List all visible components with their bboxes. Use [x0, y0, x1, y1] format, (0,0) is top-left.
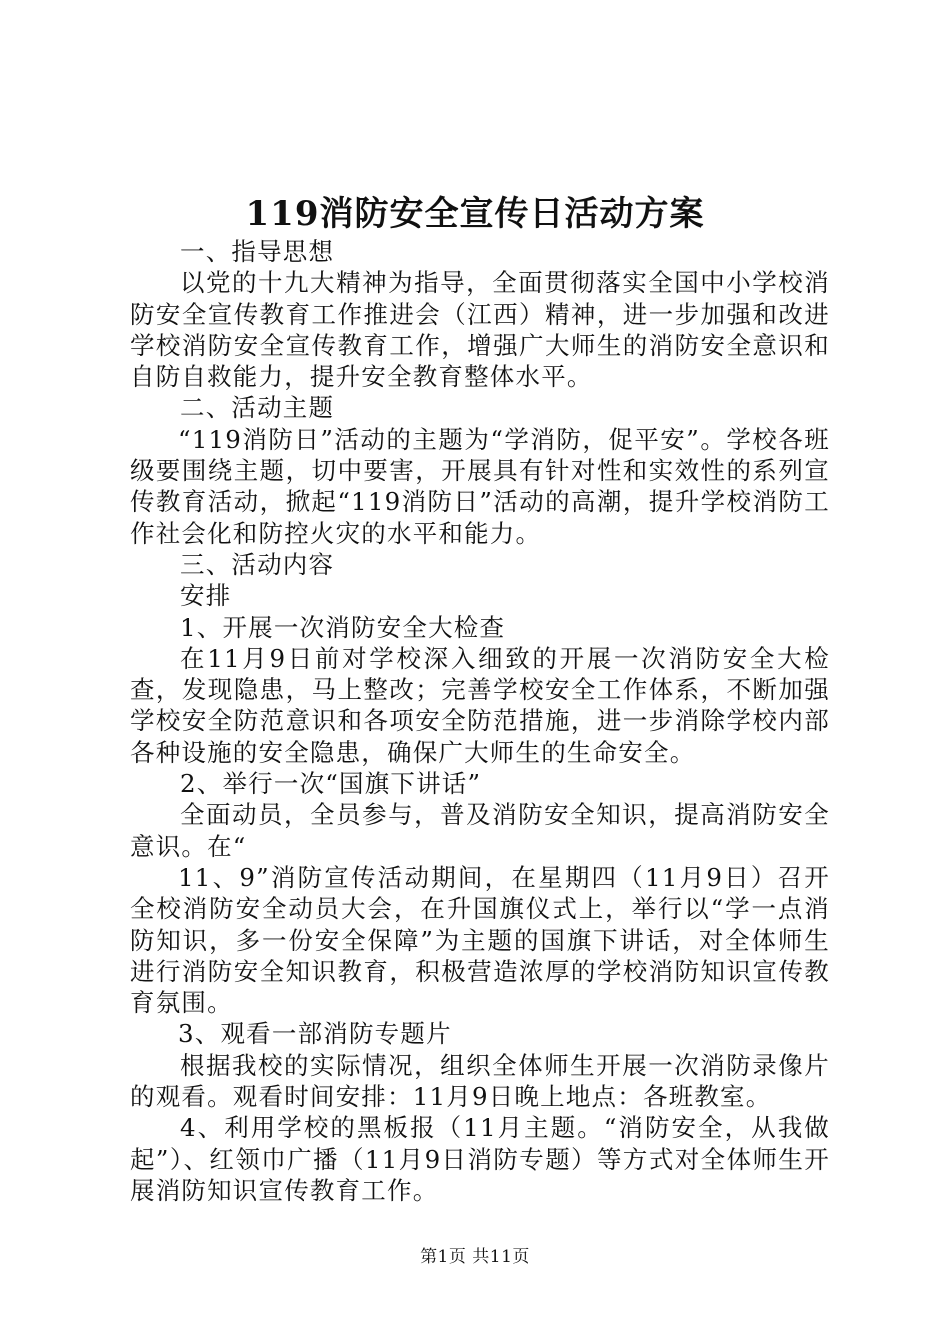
paragraph-blackboard-broadcast: 4、利用学校的黑板报（11月主题。“消防安全，从我做起”）、红领巾广播（11月9日消防专题）等方式对全体师生开展消防知识宣传教育工作。: [130, 1113, 830, 1205]
paragraph-flag-speech-intro: 全面动员，全员参与，普及消防安全知识，提高消防安全意识。在“: [130, 800, 830, 861]
paragraph-fire-film: 根据我校的实际情况，组织全体师生开展一次消防录像片的观看。观看时间安排：11月9日晚上地点：各班教室。: [130, 1050, 830, 1112]
item-heading-fire-film: 3、观看一部消防专题片: [178, 1019, 452, 1049]
document-title: 119消防安全宣传日活动方案: [245, 194, 705, 234]
paragraph-flag-speech-details: 11、9”消防宣传活动期间，在星期四（11月9日）召开全校消防安全动员大会，在升国旗仪式上，举行以“学一点消防知识，多一份安全保障”为主题的国旗下讲话，对全体师生进行消防安全知识教育，积极营造浓厚的学校消防知识宣传教育氛围。: [130, 862, 830, 1018]
paragraph-activity-theme: “119消防日”活动的主题为“学消防，促平安”。学校各班级要围绕主题，切中要害，开展具有针对性和实效性的系列宣传教育活动，掀起“119消防日”活动的高潮，提升学校消防工作社会化和防控火灾的水平和能力。: [130, 424, 830, 548]
document-body: [130, 236, 830, 1206]
paragraph-guiding-thought: 以党的十九大精神为指导，全面贯彻落实全国中小学校消防安全宣传教育工作推进会（江西）精神，进一步加强和改进学校消防安全宣传教育工作，增强广大师生的消防安全意识和自防自救能力，提升安全教育整体水平。: [130, 268, 830, 392]
page-footer: 第1页 共11页: [420, 1247, 530, 1267]
item-heading-flag-speech: 2、举行一次“国旗下讲话”: [180, 769, 482, 799]
section-heading-activity-theme: 二、活动主题: [180, 393, 335, 423]
section-heading-guiding-thought: 一、指导思想: [180, 237, 335, 266]
section-heading-activity-content: 三、活动内容: [180, 549, 335, 579]
item-heading-safety-inspection: 1、开展一次消防安全大检查: [180, 612, 506, 642]
paragraph-safety-inspection: 在11月9日前对学校深入细致的开展一次消防安全大检查，发现隐患，马上整改；完善学校安全工作体系，不断加强学校安全防范意识和各项安全防范措施，进一步消除学校内部各种设施的安全隐患，确保广大师生的生命安全。: [130, 643, 830, 767]
subheading-arrangement: 安排: [180, 581, 232, 611]
